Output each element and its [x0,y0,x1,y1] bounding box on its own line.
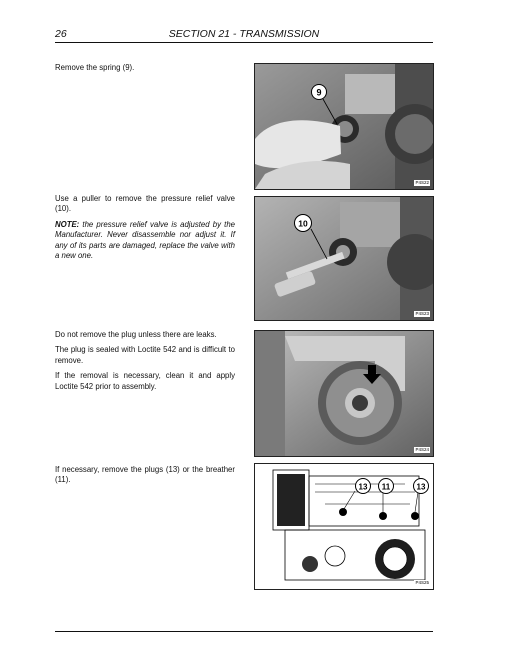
step-3-text [55,330,235,397]
callout-10: 10 [298,218,308,229]
step-1-text [55,63,235,78]
figure-tag: P4S24 [415,447,429,452]
figure-tag: P4S22 [415,180,429,185]
step-4-text [55,465,235,491]
note-label: NOTE: [55,219,80,229]
plug-photo [255,331,433,456]
callout-9: 9 [316,87,322,98]
note-text: the pressure relief valve is adjusted by the Manufacturer. Never disassemble nor adjust it. If any of its parts are damaged, replace the valve with a new one. [55,219,235,261]
callout-13-right: 13 [416,482,426,492]
figure-relief-valve [254,196,434,321]
paragraph: Do not remove the plug unless there are leaks. [55,330,217,339]
header-rule [55,42,433,43]
page-header [55,28,433,42]
callout-11: 11 [381,482,391,492]
figure-plug [254,330,434,457]
paragraph: Use a puller to remove the pressure relief valve (10). [55,194,235,214]
page-number: 26 [55,28,67,40]
paragraph: If necessary, remove the plugs (13) or the breather (11). [55,465,235,485]
figure-plugs-breather [254,463,434,590]
figure-remove-spring [254,63,434,190]
plugs-breather-drawing [255,464,433,589]
callout-13: 13 [358,482,368,492]
relief-valve-photo [255,197,433,320]
step-2-text [55,194,235,266]
spring-photo [255,64,433,189]
figure-tag: P4S25 [415,580,429,585]
paragraph: The plug is sealed with Loctite 542 and is difficult to remove. [55,345,235,365]
note-paragraph [55,220,235,262]
footer-rule [55,631,433,632]
section-title: SECTION 21 - TRANSMISSION [168,28,320,40]
figure-tag: P4S23 [415,311,429,316]
paragraph: Remove the spring (9). [55,63,135,72]
paragraph: If the removal is necessary, clean it and apply Loctite 542 prior to assembly. [55,371,235,391]
